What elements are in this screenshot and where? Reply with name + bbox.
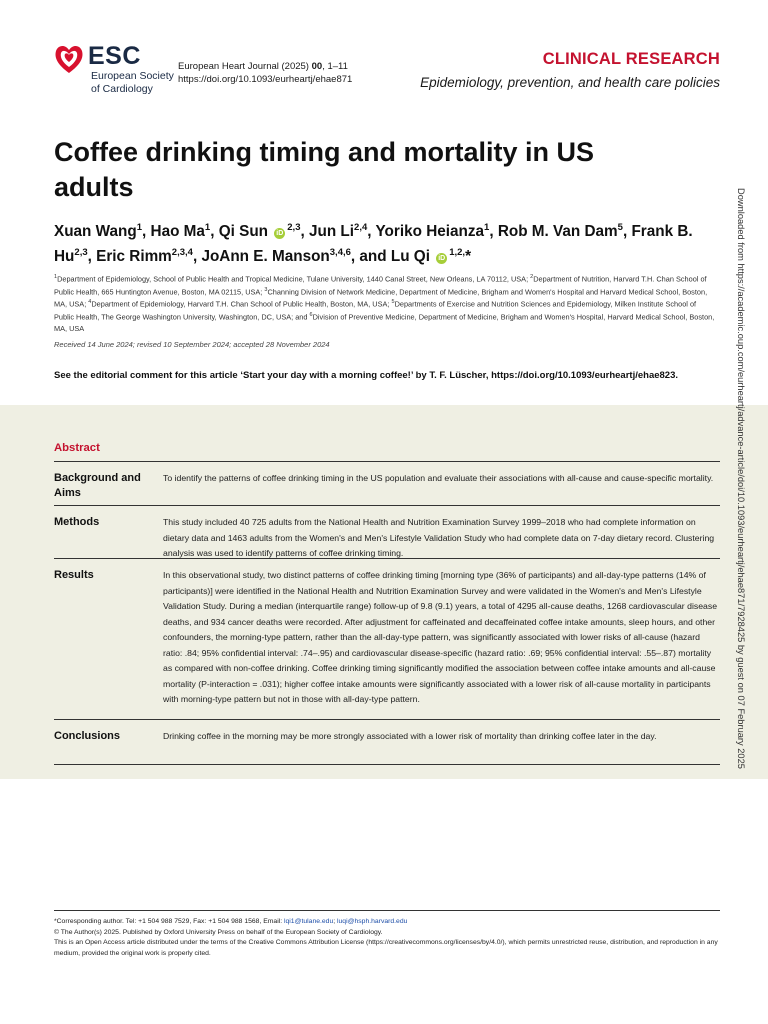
abstract-row-divider [54,558,720,559]
abstract-section-label: Background and Aims [54,472,141,499]
author-affiliation-mark: 2,3 [287,222,301,233]
author-affiliation-mark: 1 [484,222,490,233]
author-name: Qi Sun [218,223,269,241]
citation-volume: 00 [311,61,323,72]
logo-name: ESC [88,42,141,70]
author-affiliation-mark: 1 [136,222,143,233]
abstract-section-label: Conclusions [54,730,121,742]
logo-subtitle [91,70,174,95]
abstract-section-label: Results [54,569,94,581]
affiliation-number: 4 [88,299,92,306]
corresponding-author [54,917,720,928]
abstract-section-label: Methods [54,516,100,528]
affiliation-number: 1 [54,274,58,280]
author-list: Xuan Wang$^1$, Hao Ma$^1$, Qi Sun iD$^{2,3}$, Jun Li$^{2,4}$, Yoriko Heianza$^1$, Rob M. Van Dam$^5$, Frank B. Hu$^{2,3}$, Eric Rimm$^{2,3,4}$, JoAnn E. Manson$^{3,4,6}$, and Lu Qi $iD^{1,2,}*$ [54,222,693,265]
corresponding-asterisk: * [465,247,472,265]
copyright: © The Author(s) 2025. Published by Oxford University Press on behalf of the European Society of Cardiology. [54,928,383,936]
abstract-heading: Abstract [54,442,100,454]
author-affiliation-mark: 1,2, [449,246,466,258]
abstract-section-text: In this observational study, two distinct patterns of coffee drinking timing [morning type (36% of participants) and all-day-type patterns (14% of participants)] were identified in the National Health and Nutrition Examination Survey and were validated in the Women's and Men's Lifestyle Validation Study. During a median (interquartile range) follow-up of 9.8 (9.1) years, a total of 4295 all-cause deaths, 1268 cardiovascular disease deaths, and 934 cancer deaths were recorded. After adjustment for caffeinated and decaffeinated coffee intake amounts, sleep hours, and other confounders, the morning-type pattern, rather than the all-day-type pattern, was significantly associated with lower risks of all-cause (hazard ratio: .84; 95% confidential interval: .74–.95) and cardiovascular disease-specific (hazard ratio: .69; 95% confidential interval: .55–.87) mortality as compared with non-coffee drinking. Coffee drinking timing significantly modified the association between coffee intake amounts and all-cause mortality (P-interaction = .031); higher coffee intake amounts were significantly associated with a lower risk of all-cause mortality in participants with morning-type pattern but not in those with all-day-type pattern. [163,570,718,704]
journal-citation [178,60,352,86]
author-affiliation-mark: 5 [617,222,623,233]
author-name: Eric Rimm [96,247,172,265]
affiliation-number: 3 [264,286,268,293]
author-affiliation-mark: 1 [204,222,211,233]
affiliation-text: Department of Nutrition, Harvard T.H. Chan School of Public Health, 665 Huntington Avenue, Boston, MA 02115, USA; [54,274,707,297]
license-text: This is an Open Access article distributed under the terms of the Creative Commons Attribution License (https://creativecommons.org/licenses/by/4.0/), which permits unrestricted reuse, distribution, and reproduction in any medium, provided the original work is properly cited. [54,939,718,957]
abstract-section-text: Drinking coffee in the morning may be more strongly associated with a lower risk of mortality than drinking coffee later in the day. [163,731,657,741]
orcid-icon[interactable]: iD [438,254,446,262]
abstract-section-text: This study included 40 725 adults from the National Health and Nutrition Examination Survey 1999–2018 who had complete information on dietary data and 1463 adults from the Women's and Men's Lifestyle Validation Study who had complete data on 7-day dietary record. Clustering analysis was used to identify patterns of coffee drinking timing. [163,517,715,558]
abstract-bottom-divider [54,764,720,765]
author-affiliation-mark: 3,4,6 [329,246,351,258]
footnotes [54,917,720,959]
abstract-row-divider [54,719,720,720]
affiliation-text: Department of Epidemiology, Harvard T.H. Chan School of Public Health, Boston, MA, USA; [91,299,392,309]
citation-journal: European Heart Journal (2025) [178,61,312,72]
abstract-section-text: To identify the patterns of coffee drinking timing in the US population and evaluate their associations with all-cause and cause-specific mortality. [163,473,714,483]
article-doi[interactable]: https://doi.org/10.1093/eurheartj/ehae871 [178,74,353,85]
editorial-note: See the editorial comment for this article ‘Start your day with a morning coffee!’ by T. F. Lüscher, https://doi.org/10.1093/eurheartj/ehae823. [54,370,678,381]
author-name: Jun Li [308,223,355,241]
affiliation-text: Division of Preventive Medicine, Department of Medicine, Brigham and Women's Hospital, Harvard Medical School, Boston, MA, USA [54,312,715,333]
citation-pages: , 1–11 [322,61,348,72]
author-affiliation-mark: 2,3,4 [171,246,193,258]
affiliation-text: Departments of Exercise and Nutrition Sciences and Epidemiology, Milken Institute School of Public Health, The George Washington University, Washington, DC, USA; and [54,299,697,322]
affiliation-number: 2 [530,274,534,280]
affiliation-text: Channing Division of Network Medicine, Department of Medicine, Brigham and Women's Hospital and Harvard Medical School, Boston, MA, USA; [54,287,708,309]
author-name: Hao Ma [150,223,205,241]
author-name: Xuan Wang [54,223,137,241]
orcid-icon[interactable]: iD [276,230,284,238]
author-affiliation-mark: 2,3 [74,246,88,258]
email-link-1[interactable]: lqi1@tulane.edu [284,918,334,925]
article-type: CLINICAL RESEARCH [542,50,720,68]
article-title: Coffee drinking timing and mortality in US adults [54,137,595,202]
download-note: Downloaded from https://academic.oup.com/eurheartj/advance-article/doi/10.1093/eurheartj/ehae871/7928425 by guest on 07 February 2025 [736,188,746,769]
email-link-2[interactable]: luqi@hsph.harvard.edu [337,918,408,925]
heart-logo-icon [54,42,84,76]
logo-line1: European Society [91,70,174,82]
author-name: Rob M. Van Dam [497,223,618,241]
section-heading [420,50,720,90]
article-subtype: Epidemiology, prevention, and health care policies [420,75,720,90]
corresponding-text: *Corresponding author. Tel: +1 504 988 7529, Fax: +1 504 988 1568, Email: [54,918,284,925]
footnote-divider [54,910,720,911]
esc-logo [54,40,174,100]
affiliation-number: 6 [309,311,313,318]
affiliation-number: 5 [391,299,395,306]
email-separator: ; [333,918,338,925]
author-name: JoAnn E. Manson [201,247,330,265]
author-name: Yoriko Heianza [375,223,485,241]
logo-line2: of Cardiology [91,82,153,95]
abstract-row-divider [54,505,720,506]
affiliation-text: Department of Epidemiology, School of Public Health and Tropical Medicine, Tulane University, 1440 Canal Street, New Orleans, LA 70112, USA; [57,274,531,284]
affiliations [54,272,718,334]
author-affiliation-mark: 2,4 [354,222,368,233]
author-name: Lu Qi [390,247,430,265]
download-sidebar [732,188,752,838]
article-dates: Received 14 June 2024; revised 10 September 2024; accepted 28 November 2024 [54,340,330,349]
abstract-row-divider [54,461,720,462]
author-name: Frank B. Hu [54,223,693,265]
